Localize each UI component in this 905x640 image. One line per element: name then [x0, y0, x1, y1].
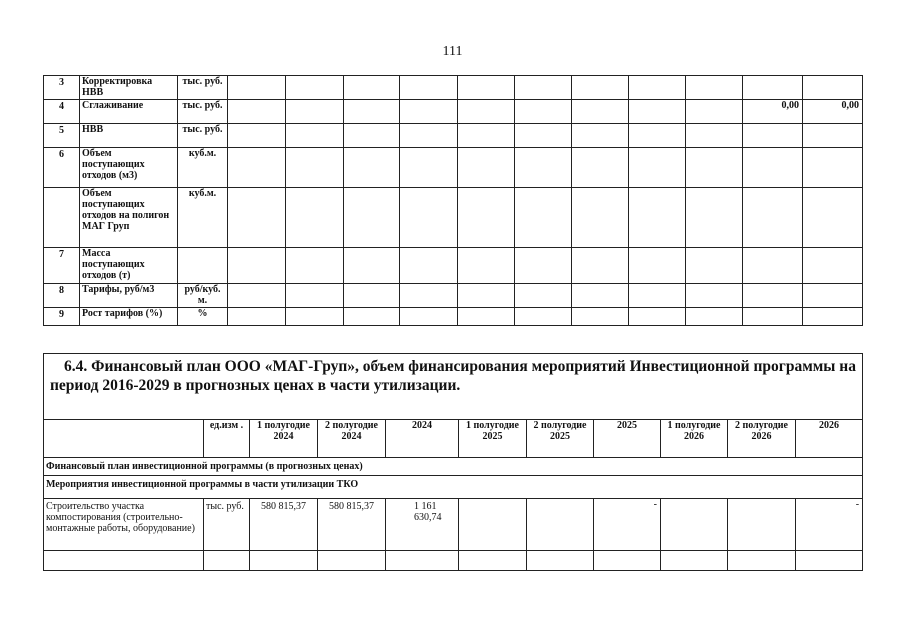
row-unit: куб.м. [178, 188, 228, 248]
row-h1-2026 [661, 499, 728, 551]
row-number: 3 [44, 76, 80, 100]
value-cell [458, 248, 515, 284]
table-row [44, 248, 863, 284]
value-cell [629, 124, 686, 148]
value-cell [400, 124, 458, 148]
value-cell-col12 [743, 76, 803, 100]
value-cell-col13 [803, 124, 863, 148]
value-cell-col13 [803, 188, 863, 248]
row-unit [178, 248, 228, 284]
row-unit: тыс. руб. [178, 100, 228, 124]
financial-plan-table [43, 353, 863, 571]
row-h2-2026 [728, 499, 796, 551]
value-cell-col12: 0,00 [743, 100, 803, 124]
row-number: 6 [44, 148, 80, 188]
empty-cell [250, 551, 318, 571]
value-cell [286, 76, 344, 100]
table-row [44, 308, 863, 326]
value-cell [686, 100, 743, 124]
row-unit: % [178, 308, 228, 326]
row-number: 9 [44, 308, 80, 326]
row-h2-2025 [527, 499, 594, 551]
value-cell [572, 248, 629, 284]
value-cell [400, 284, 458, 308]
row-2025: - [594, 499, 661, 551]
row-number [44, 188, 80, 248]
value-cell [344, 76, 400, 100]
value-cell [400, 188, 458, 248]
row-2026: - [796, 499, 863, 551]
value-cell [686, 308, 743, 326]
table-row [44, 100, 863, 124]
header-h2-2024: 2 полугодие 2024 [318, 420, 386, 458]
value-cell [458, 308, 515, 326]
value-cell-col12 [743, 284, 803, 308]
value-cell [228, 148, 286, 188]
row-number: 5 [44, 124, 80, 148]
table-row [44, 188, 863, 248]
value-cell [400, 248, 458, 284]
value-cell-col13 [803, 284, 863, 308]
row-label: Масса поступающих отходов (т) [80, 248, 178, 284]
value-cell [629, 148, 686, 188]
value-cell [686, 248, 743, 284]
value-cell [686, 188, 743, 248]
value-cell [629, 308, 686, 326]
row-label-composting: Строительство участка компостирования (строительно-монтажные работы, оборудование) [44, 499, 204, 551]
row-label: Тарифы, руб/м3 [80, 284, 178, 308]
row-h1-2024: 580 815,37 [250, 499, 318, 551]
tariff-table [43, 75, 863, 326]
row-unit: тыс. руб. [178, 124, 228, 148]
value-cell [286, 124, 344, 148]
value-cell-col12 [743, 124, 803, 148]
table-row [44, 76, 863, 100]
value-cell [458, 100, 515, 124]
value-cell [572, 188, 629, 248]
value-cell [686, 284, 743, 308]
value-cell [515, 308, 572, 326]
value-cell [344, 284, 400, 308]
value-cell [286, 308, 344, 326]
value-cell [286, 148, 344, 188]
table-row [44, 148, 863, 188]
value-cell-col13 [803, 248, 863, 284]
page-number: 111 [442, 44, 463, 59]
value-cell [572, 148, 629, 188]
value-cell [629, 100, 686, 124]
value-cell [629, 76, 686, 100]
empty-cell [527, 551, 594, 571]
value-cell [629, 248, 686, 284]
row-2024: 1 161 630,74 [386, 499, 459, 551]
header-unit: ед.изм . [204, 420, 250, 458]
value-cell [400, 308, 458, 326]
value-cell [286, 284, 344, 308]
value-cell [572, 76, 629, 100]
value-cell [228, 308, 286, 326]
section-financial-plan: Финансовый план инвестиционной программы (в прогнозных ценах) [44, 458, 863, 476]
value-cell [400, 148, 458, 188]
value-cell [228, 100, 286, 124]
value-cell [228, 188, 286, 248]
value-cell [572, 284, 629, 308]
value-cell [458, 124, 515, 148]
empty-cell [204, 551, 250, 571]
value-cell [515, 284, 572, 308]
header-h2-2025: 2 полугодие 2025 [527, 420, 594, 458]
value-cell [228, 124, 286, 148]
value-cell-col13 [803, 308, 863, 326]
financial-plan-title-text: 6.4. Финансовый план ООО «МАГ-Груп», объем финансирования мероприятий Инвестиционной программы на период 2016-2029 в прогнозных ценах в части утилизации. [50, 358, 856, 394]
header-h1-2024: 1 полугодие 2024 [250, 420, 318, 458]
row-unit: тыс. руб. [204, 499, 250, 551]
header-h1-2026: 1 полугодие 2026 [661, 420, 728, 458]
header-2025: 2025 [594, 420, 661, 458]
header-2026: 2026 [796, 420, 863, 458]
header-h1-2025: 1 полугодие 2025 [459, 420, 527, 458]
value-cell [286, 248, 344, 284]
empty-cell [796, 551, 863, 571]
value-cell [458, 148, 515, 188]
value-cell [286, 188, 344, 248]
value-cell [515, 124, 572, 148]
row-label: Объем поступающих отходов на полигон МАГ Груп [80, 188, 178, 248]
value-cell-col13 [803, 76, 863, 100]
value-cell [515, 188, 572, 248]
value-cell [400, 100, 458, 124]
section-measures: Мероприятия инвестиционной программы в части утилизации ТКО [44, 476, 863, 499]
empty-cell [44, 551, 204, 571]
header-2024: 2024 [386, 420, 459, 458]
header-empty [44, 420, 204, 458]
table-row [44, 284, 863, 308]
value-cell [572, 100, 629, 124]
row-label: НВВ [80, 124, 178, 148]
value-cell [515, 248, 572, 284]
empty-cell [594, 551, 661, 571]
value-cell [515, 76, 572, 100]
value-cell [458, 76, 515, 100]
value-cell [686, 76, 743, 100]
value-cell [344, 308, 400, 326]
value-cell [515, 148, 572, 188]
row-h1-2025 [459, 499, 527, 551]
header-h2-2026: 2 полугодие 2026 [728, 420, 796, 458]
value-cell-col12 [743, 248, 803, 284]
value-cell-col13: 0,00 [803, 100, 863, 124]
value-cell [286, 100, 344, 124]
value-cell [228, 76, 286, 100]
value-cell-col12 [743, 308, 803, 326]
row-label: Сглаживание [80, 100, 178, 124]
value-cell [629, 188, 686, 248]
value-cell [515, 100, 572, 124]
row-number: 4 [44, 100, 80, 124]
value-cell [686, 148, 743, 188]
value-cell-col12 [743, 148, 803, 188]
value-cell [344, 188, 400, 248]
row-unit: тыс. руб. [178, 76, 228, 100]
value-cell-col13 [803, 148, 863, 188]
table-row [44, 124, 863, 148]
value-cell [458, 188, 515, 248]
value-cell [344, 148, 400, 188]
value-cell [400, 76, 458, 100]
value-cell [458, 284, 515, 308]
value-cell-col12 [743, 188, 803, 248]
row-label: Корректировка НВВ [80, 76, 178, 100]
empty-cell [661, 551, 728, 571]
value-cell [344, 100, 400, 124]
row-unit: руб/куб. м. [178, 284, 228, 308]
row-label: Рост тарифов (%) [80, 308, 178, 326]
empty-cell [386, 551, 459, 571]
financial-plan-title [44, 354, 863, 420]
value-cell [344, 124, 400, 148]
row-label: Объем поступающих отходов (м3) [80, 148, 178, 188]
value-cell [572, 124, 629, 148]
row-h2-2024: 580 815,37 [318, 499, 386, 551]
value-cell [629, 284, 686, 308]
value-cell [686, 124, 743, 148]
row-number: 8 [44, 284, 80, 308]
empty-cell [459, 551, 527, 571]
value-cell [228, 284, 286, 308]
row-number: 7 [44, 248, 80, 284]
empty-cell [728, 551, 796, 571]
value-cell [228, 248, 286, 284]
row-unit: куб.м. [178, 148, 228, 188]
value-cell [344, 248, 400, 284]
value-cell [572, 308, 629, 326]
empty-cell [318, 551, 386, 571]
